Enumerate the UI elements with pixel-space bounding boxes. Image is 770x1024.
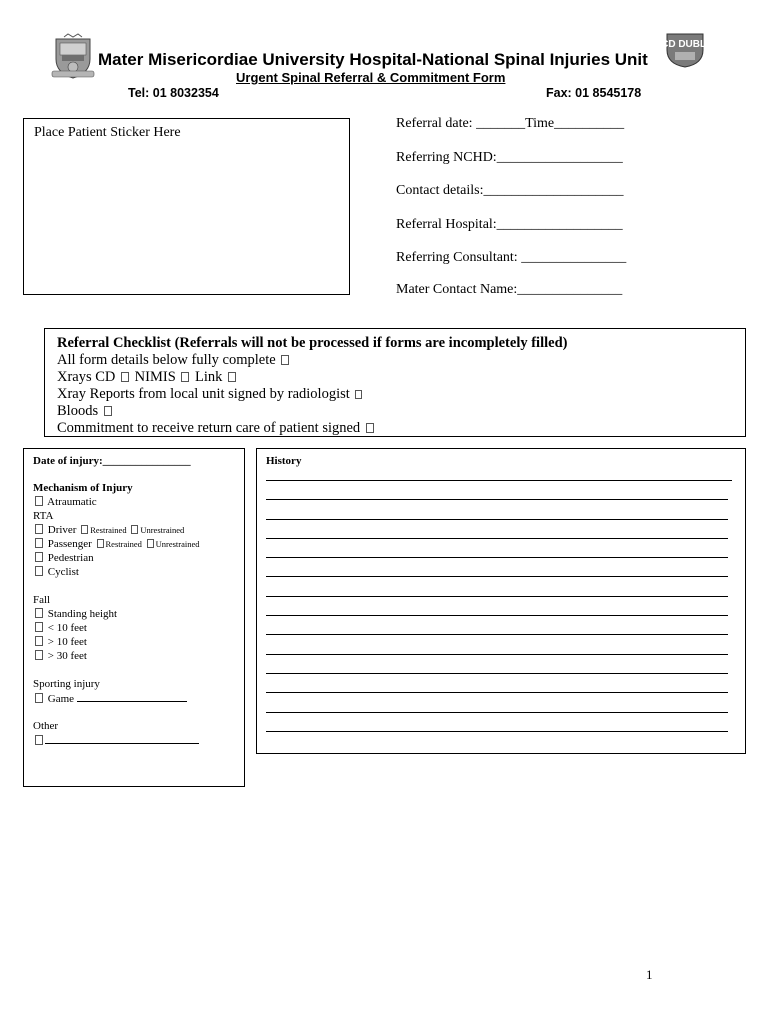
- option-cyclist[interactable]: [33, 566, 79, 578]
- restrained-label: Restrained: [90, 525, 127, 535]
- option-label: Driver: [47, 524, 77, 536]
- option-game[interactable]: [33, 692, 187, 705]
- telephone-number: Tel: 01 8032354: [128, 86, 219, 100]
- referral-checklist: [44, 328, 746, 437]
- checklist-item-form-complete: [57, 352, 291, 369]
- option-pedestrian[interactable]: [33, 552, 94, 564]
- option-more-than-30-feet[interactable]: [33, 650, 87, 662]
- option-label: > 30 feet: [47, 650, 87, 662]
- game-input-line[interactable]: [77, 692, 187, 702]
- checklist-item-xrays: [57, 369, 238, 386]
- option-label: < 10 feet: [47, 622, 87, 634]
- patient-sticker-box[interactable]: [23, 118, 350, 295]
- checklist-item-xray-reports: [57, 386, 364, 403]
- link-checkbox[interactable]: [228, 372, 236, 382]
- option-driver[interactable]: [33, 524, 184, 536]
- option-label: > 10 feet: [47, 636, 87, 648]
- hospital-name: Mater Misericordiae University Hospital-National Spinal Injuries Unit: [98, 50, 648, 69]
- history-line[interactable]: [266, 692, 728, 693]
- checklist-xrays-label: Xrays: [57, 369, 92, 385]
- history-line[interactable]: [266, 731, 728, 732]
- option-label: Pedestrian: [47, 552, 94, 564]
- option-label: Passenger: [47, 538, 92, 550]
- rta-heading: RTA: [33, 510, 54, 522]
- history-heading: History: [266, 455, 302, 467]
- history-box[interactable]: [256, 448, 746, 754]
- history-line[interactable]: [266, 499, 728, 500]
- checkbox[interactable]: [35, 496, 43, 506]
- unrestrained-label: Unrestrained: [155, 539, 200, 549]
- checklist-item-bloods: [57, 403, 114, 420]
- mechanism-of-injury-heading: Mechanism of Injury: [33, 482, 133, 494]
- injury-details-box: [23, 448, 245, 787]
- other-heading: Other: [33, 720, 59, 732]
- form-title: Urgent Spinal Referral & Commitment Form: [236, 70, 506, 85]
- page-number: 1: [646, 967, 653, 982]
- option-label: Standing height: [47, 608, 118, 620]
- option-other[interactable]: [33, 734, 199, 747]
- history-line[interactable]: [266, 615, 728, 616]
- option-label: Game: [47, 693, 75, 705]
- nimis-checkbox[interactable]: [181, 372, 189, 382]
- referring-nchd-field[interactable]: Referring NCHD:__________________: [396, 150, 623, 165]
- option-atraumatic[interactable]: [33, 496, 97, 508]
- unrestrained-checkbox[interactable]: [147, 539, 154, 548]
- sporting-injury-heading: Sporting injury: [33, 678, 100, 690]
- history-line[interactable]: [266, 519, 728, 520]
- checklist-nimis-label: NIMIS: [134, 369, 176, 385]
- checkbox[interactable]: [35, 636, 43, 646]
- unrestrained-label: Unrestrained: [140, 525, 185, 535]
- option-more-than-10-feet[interactable]: [33, 636, 87, 648]
- restrained-checkbox[interactable]: [81, 525, 88, 534]
- history-line[interactable]: [266, 596, 728, 597]
- checklist-item-label: Bloods: [57, 403, 99, 419]
- checklist-item-label: All form details below fully complete: [57, 352, 276, 368]
- cd-checkbox[interactable]: [121, 372, 129, 382]
- checkbox[interactable]: [35, 735, 43, 745]
- ucd-crest-logo: [653, 32, 717, 68]
- checklist-cd-label: CD: [95, 369, 116, 385]
- sticker-label: Place Patient Sticker Here: [34, 125, 181, 140]
- checkbox[interactable]: [35, 650, 43, 660]
- ucd-logo-text: UCD DUBLIN: [653, 39, 717, 50]
- other-input-line[interactable]: [45, 734, 199, 744]
- checklist-title: Referral Checklist (Referrals will not be processed if forms are incompletely filled): [57, 335, 568, 351]
- history-line[interactable]: [266, 557, 728, 558]
- date-of-injury-field[interactable]: Date of injury:________________: [33, 455, 191, 467]
- checkbox[interactable]: [35, 524, 43, 534]
- contact-details-field[interactable]: Contact details:____________________: [396, 183, 624, 198]
- history-line[interactable]: [266, 538, 728, 539]
- referral-date-field[interactable]: Referral date: _______Time__________: [396, 116, 625, 131]
- checkbox[interactable]: [35, 552, 43, 562]
- option-passenger[interactable]: [33, 538, 200, 550]
- checklist-item-label: Xray Reports from local unit signed by radiologist: [57, 386, 350, 402]
- checkbox[interactable]: [366, 423, 374, 433]
- referring-consultant-field[interactable]: Referring Consultant: _______________: [396, 250, 627, 265]
- history-line[interactable]: [266, 480, 732, 481]
- hospital-crest-logo: [50, 33, 96, 79]
- option-label: Cyclist: [47, 566, 79, 578]
- checklist-link-label: Link: [195, 369, 223, 385]
- checkbox[interactable]: [104, 406, 112, 416]
- history-line[interactable]: [266, 576, 728, 577]
- history-line[interactable]: [266, 654, 728, 655]
- checkbox[interactable]: [35, 608, 43, 618]
- checkbox[interactable]: [35, 566, 43, 576]
- history-line[interactable]: [266, 673, 728, 674]
- referral-hospital-field[interactable]: Referral Hospital:__________________: [396, 217, 623, 232]
- history-line[interactable]: [266, 634, 728, 635]
- checklist-item-commitment: [57, 420, 376, 437]
- history-line[interactable]: [266, 712, 728, 713]
- checkbox[interactable]: [35, 693, 43, 703]
- checkbox[interactable]: [355, 390, 362, 399]
- option-label: Atraumatic: [47, 496, 97, 508]
- unrestrained-checkbox[interactable]: [131, 525, 138, 534]
- restrained-checkbox[interactable]: [97, 539, 104, 548]
- checkbox[interactable]: [35, 538, 43, 548]
- checkbox[interactable]: [35, 622, 43, 632]
- checkbox[interactable]: [281, 355, 289, 365]
- checklist-item-label: Commitment to receive return care of patient signed: [57, 420, 361, 436]
- option-standing-height[interactable]: [33, 608, 117, 620]
- fax-number: Fax: 01 8545178: [546, 86, 642, 100]
- restrained-label: Restrained: [105, 539, 142, 549]
- option-less-than-10-feet[interactable]: [33, 622, 87, 634]
- mater-contact-name-field[interactable]: Mater Contact Name:_______________: [396, 282, 623, 297]
- fall-heading: Fall: [33, 594, 51, 606]
